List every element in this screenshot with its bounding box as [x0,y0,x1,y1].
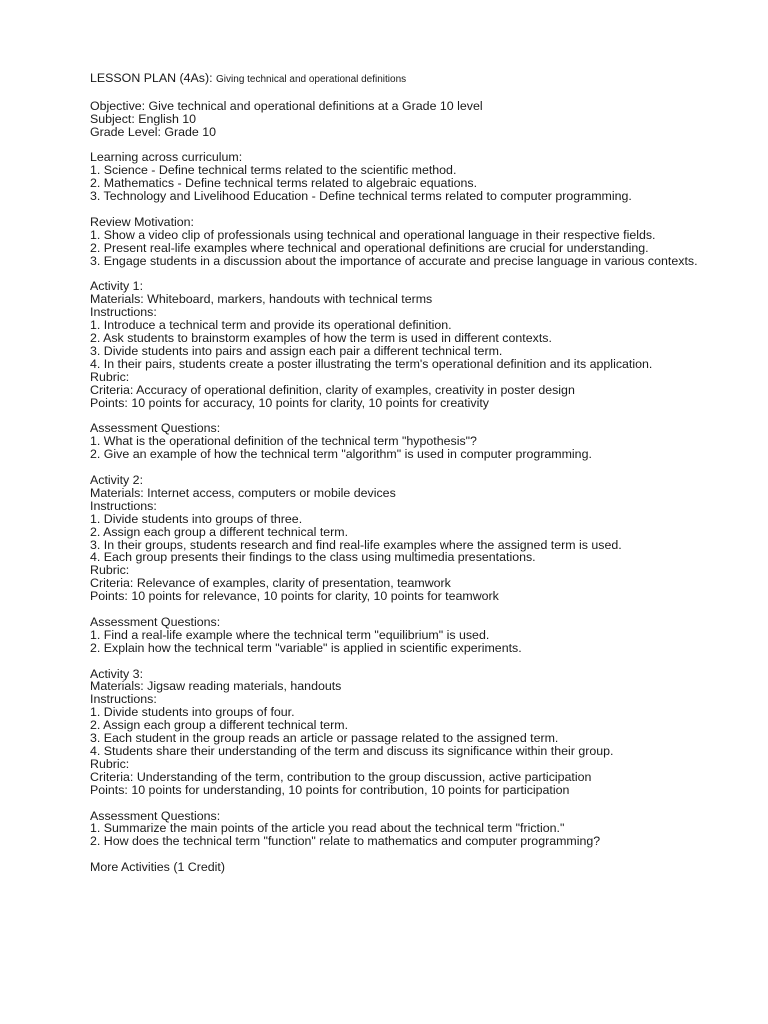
list-item: 2. Assign each group a different technical term. [90,524,349,539]
activity-3-rubric-label: Rubric: [90,756,130,771]
activity-3-heading: Activity 3: [90,666,144,681]
list-item: 1. Show a video clip of professionals using technical and operational language in their respective fields. [90,227,656,242]
activity-1-points: Points: 10 points for accuracy, 10 points for clarity, 10 points for creativity [90,395,489,410]
activity-2-rubric-label: Rubric: [90,563,130,578]
list-item: 3. Technology and Livelihood Education - Define technical terms related to computer programming. [90,189,632,204]
spacer [90,87,750,100]
objective: Objective: Give technical and operational definitions at a Grade 10 level [90,98,483,113]
spacer [90,655,750,668]
list-item: 3. In their groups, students research and find real-life examples where the assigned term is used. [90,537,622,552]
lesson-plan-document [90,72,750,874]
list-item: 1. Introduce a technical term and provide its operational definition. [90,318,452,333]
list-item: 2. Mathematics - Define technical terms related to algebraic equations. [90,176,478,191]
list-item: 2. Ask students to brainstorm examples of how the term is used in different contexts. [90,331,552,346]
document-title [90,72,750,87]
activity-3-points: Points: 10 points for understanding, 10 points for contribution, 10 points for participation [90,782,570,797]
list-item: 4. Students share their understanding of the term and discuss its significance within their group. [90,744,614,758]
activity-2-materials: Materials: Internet access, computers or mobile devices [90,485,396,500]
activity-2-points: Points: 10 points for relevance, 10 points for clarity, 10 points for teamwork [90,589,499,604]
activity-3-instructions-label: Instructions: [90,692,157,707]
curriculum-heading: Learning across curriculum: [90,150,243,165]
activity-1-rubric-label: Rubric: [90,369,130,384]
list-item: 4. Each group presents their findings to the class using multimedia presentations. [90,550,536,565]
list-item: 2. Assign each group a different technical term. [90,718,349,733]
assessment-2-heading: Assessment Questions: [90,614,221,629]
activity-1-heading: Activity 1: [90,279,144,294]
activity-1-criteria: Criteria: Accuracy of operational definition, clarity of examples, creativity in poster design [90,382,575,397]
activity-3-materials: Materials: Jigsaw reading materials, handouts [90,679,342,694]
spacer [90,203,750,216]
assessment-3-heading: Assessment Questions: [90,808,221,823]
title-subtitle: Giving technical and operational definitions [216,74,407,85]
list-item: 1. What is the operational definition of the technical term "hypothesis"? [90,434,477,449]
list-item: 3. Each student in the group reads an article or passage related to the assigned term. [90,731,559,746]
list-item: 2. Explain how the technical term "variable" is applied in scientific experiments. [90,640,522,655]
subject: Subject: English 10 [90,111,197,126]
list-item: 1. Find a real-life example where the technical term "equilibrium" is used. [90,627,490,642]
review-motivation-heading: Review Motivation: [90,214,194,229]
list-item: 4. In their pairs, students create a poster illustrating the term's operational definition and its application. [90,356,653,371]
list-item: 2. Present real-life examples where technical and operational definitions are crucial for understanding. [90,240,649,255]
activity-2-heading: Activity 2: [90,473,144,487]
list-item: 1. Divide students into groups of three. [90,511,303,526]
spacer [90,268,750,281]
list-item: 3. Engage students in a discussion about the importance of accurate and precise language in various contexts. [90,253,698,268]
list-item: 2. How does the technical term "function" relate to mathematics and computer programming? [90,834,601,849]
list-item: 3. Divide students into pairs and assign each pair a different technical term. [90,343,503,358]
list-item: 1. Divide students into groups of four. [90,705,295,720]
list-item: 1. Summarize the main points of the article you read about the technical term "friction." [90,821,565,836]
list-item: 2. Give an example of how the technical term "algorithm" is used in computer programming. [90,447,592,462]
spacer [90,797,750,810]
title-main: LESSON PLAN (4As): [90,71,213,85]
grade-level: Grade Level: Grade 10 [90,124,217,139]
assessment-1-heading: Assessment Questions: [90,421,221,436]
list-item: 1. Science - Define technical terms related to the scientific method. [90,163,457,178]
activity-3-criteria: Criteria: Understanding of the term, contribution to the group discussion, active participation [90,769,592,784]
more-activities: More Activities (1 Credit) [90,860,225,875]
activity-1-materials: Materials: Whiteboard, markers, handouts with technical terms [90,292,433,307]
activity-2-instructions-label: Instructions: [90,498,157,513]
spacer [90,461,750,474]
activity-1-instructions-label: Instructions: [90,305,157,320]
activity-2-criteria: Criteria: Relevance of examples, clarity of presentation, teamwork [90,576,451,591]
